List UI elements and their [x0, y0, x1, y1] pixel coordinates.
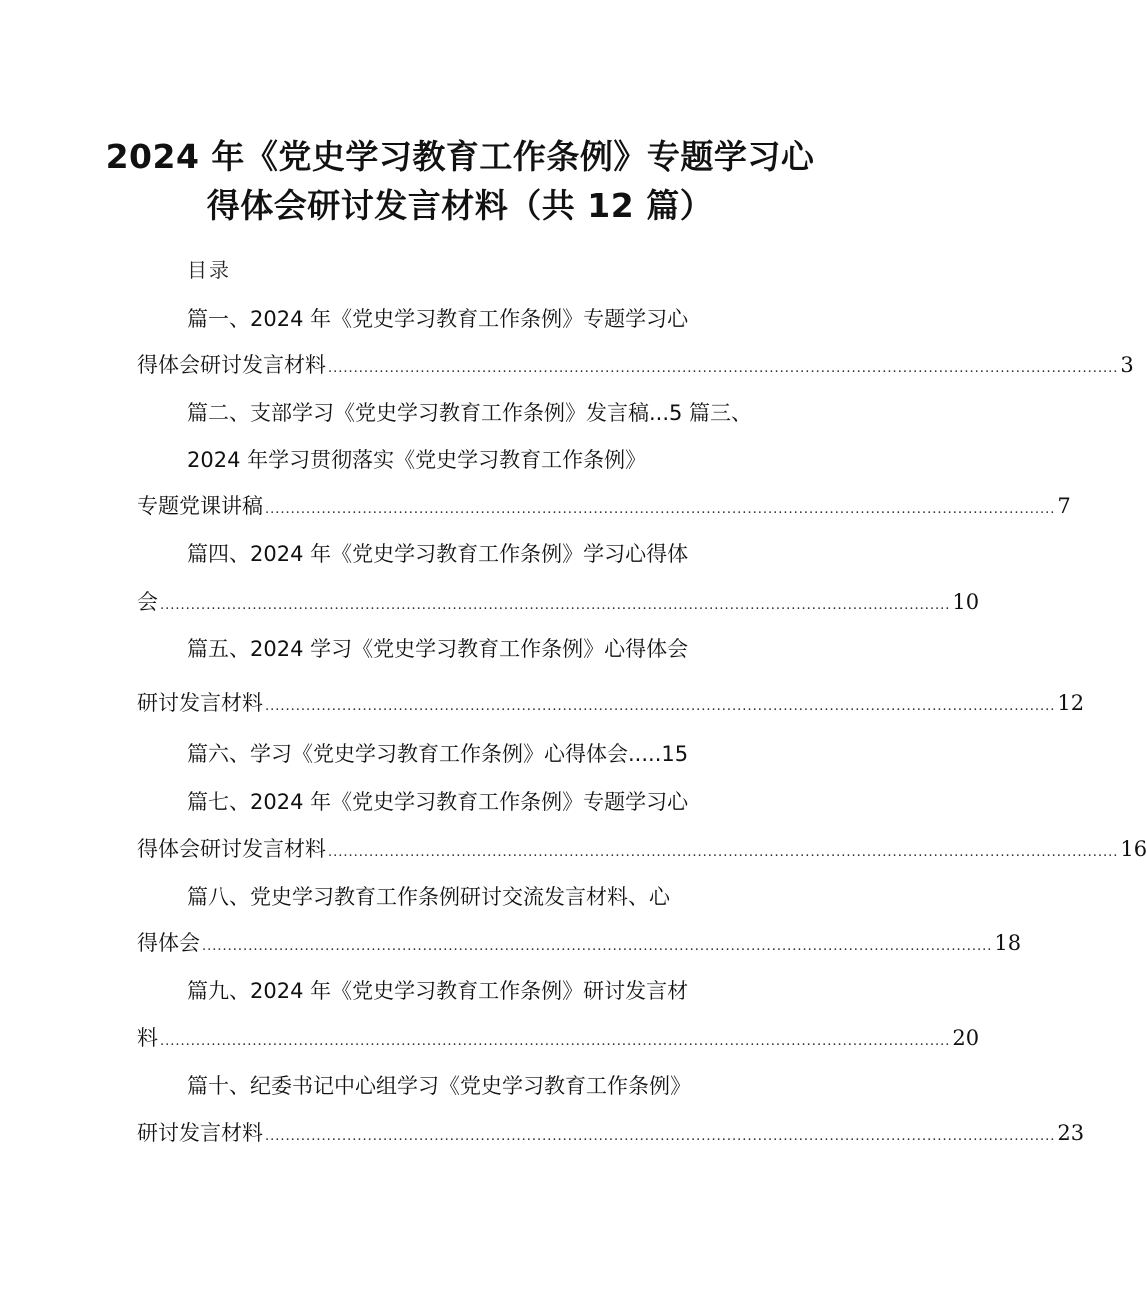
- toc-entry-3-line-1[interactable]: 2024 年学习贯彻落实《党史学习教育工作条例》: [187, 448, 647, 472]
- leader-dots: ..........................................................................................................................................................: [202, 939, 993, 954]
- toc-entry-8-text: 得体会: [137, 931, 200, 955]
- leader-dots: ..........................................................................................................................................................: [265, 1129, 1056, 1144]
- toc-entry-5-line-2[interactable]: [137, 688, 1085, 722]
- toc-entry-4-page: 10: [952, 590, 980, 614]
- toc-entry-2-line-1[interactable]: 篇二、支部学习《党史学习教育工作条例》发言稿...5 篇三、: [187, 401, 753, 425]
- toc-entry-7-line-1[interactable]: 篇七、2024 年《党史学习教育工作条例》专题学习心: [187, 790, 689, 814]
- toc-entry-3-line-2[interactable]: [137, 491, 1071, 525]
- toc-entry-3-page: 7: [1057, 494, 1071, 518]
- toc-entry-7-line-2[interactable]: [137, 834, 1147, 868]
- toc-entry-6-line-1[interactable]: 篇六、学习《党史学习教育工作条例》心得体会.....15: [187, 742, 689, 766]
- document-title-line-1: 2024 年《党史学习教育工作条例》专题学习心: [105, 137, 815, 176]
- toc-entry-9-page: 20: [952, 1026, 980, 1050]
- toc-heading: 目录: [187, 258, 231, 282]
- leader-dots: ..........................................................................................................................................................: [328, 845, 1119, 860]
- toc-entry-3-text: 专题党课讲稿: [137, 494, 263, 518]
- toc-entry-8-line-2[interactable]: [137, 928, 1022, 962]
- toc-entry-9-text: 料: [137, 1026, 158, 1050]
- toc-entry-4-text: 会: [137, 590, 158, 614]
- toc-entry-10-line-1[interactable]: 篇十、纪委书记中心组学习《党史学习教育工作条例》: [187, 1074, 691, 1098]
- leader-dots: ..........................................................................................................................................................: [265, 502, 1056, 517]
- toc-entry-1-line-1[interactable]: 篇一、2024 年《党史学习教育工作条例》专题学习心: [187, 307, 689, 331]
- toc-entry-4-line-2[interactable]: [137, 587, 980, 621]
- toc-entry-5-page: 12: [1057, 691, 1085, 715]
- document-title-line-2: 得体会研讨发言材料（共 12 篇）: [206, 186, 714, 225]
- leader-dots: ..........................................................................................................................................................: [328, 361, 1119, 376]
- toc-entry-1-text: 得体会研讨发言材料: [137, 353, 326, 377]
- toc-entry-7-text: 得体会研讨发言材料: [137, 837, 326, 861]
- toc-entry-9-line-1[interactable]: 篇九、2024 年《党史学习教育工作条例》研讨发言材: [187, 979, 689, 1003]
- toc-entry-8-page: 18: [994, 931, 1022, 955]
- leader-dots: ..........................................................................................................................................................: [160, 598, 951, 613]
- toc-entry-10-page: 23: [1057, 1121, 1085, 1145]
- toc-entry-4-line-1[interactable]: 篇四、2024 年《党史学习教育工作条例》学习心得体: [187, 542, 689, 566]
- leader-dots: ..........................................................................................................................................................: [160, 1034, 951, 1049]
- toc-entry-9-line-2[interactable]: [137, 1023, 980, 1057]
- toc-entry-1-page: 3: [1120, 353, 1134, 377]
- toc-entry-10-text: 研讨发言材料: [137, 1121, 263, 1145]
- toc-entry-8-line-1[interactable]: 篇八、党史学习教育工作条例研讨交流发言材料、心: [187, 885, 670, 909]
- toc-entry-10-line-2[interactable]: [137, 1118, 1085, 1152]
- toc-entry-5-line-1[interactable]: 篇五、2024 学习《党史学习教育工作条例》心得体会: [187, 637, 689, 661]
- leader-dots: ..........................................................................................................................................................: [265, 699, 1056, 714]
- toc-entry-1-line-2[interactable]: [137, 350, 1134, 384]
- toc-entry-7-page: 16: [1120, 837, 1147, 861]
- toc-entry-5-text: 研讨发言材料: [137, 691, 263, 715]
